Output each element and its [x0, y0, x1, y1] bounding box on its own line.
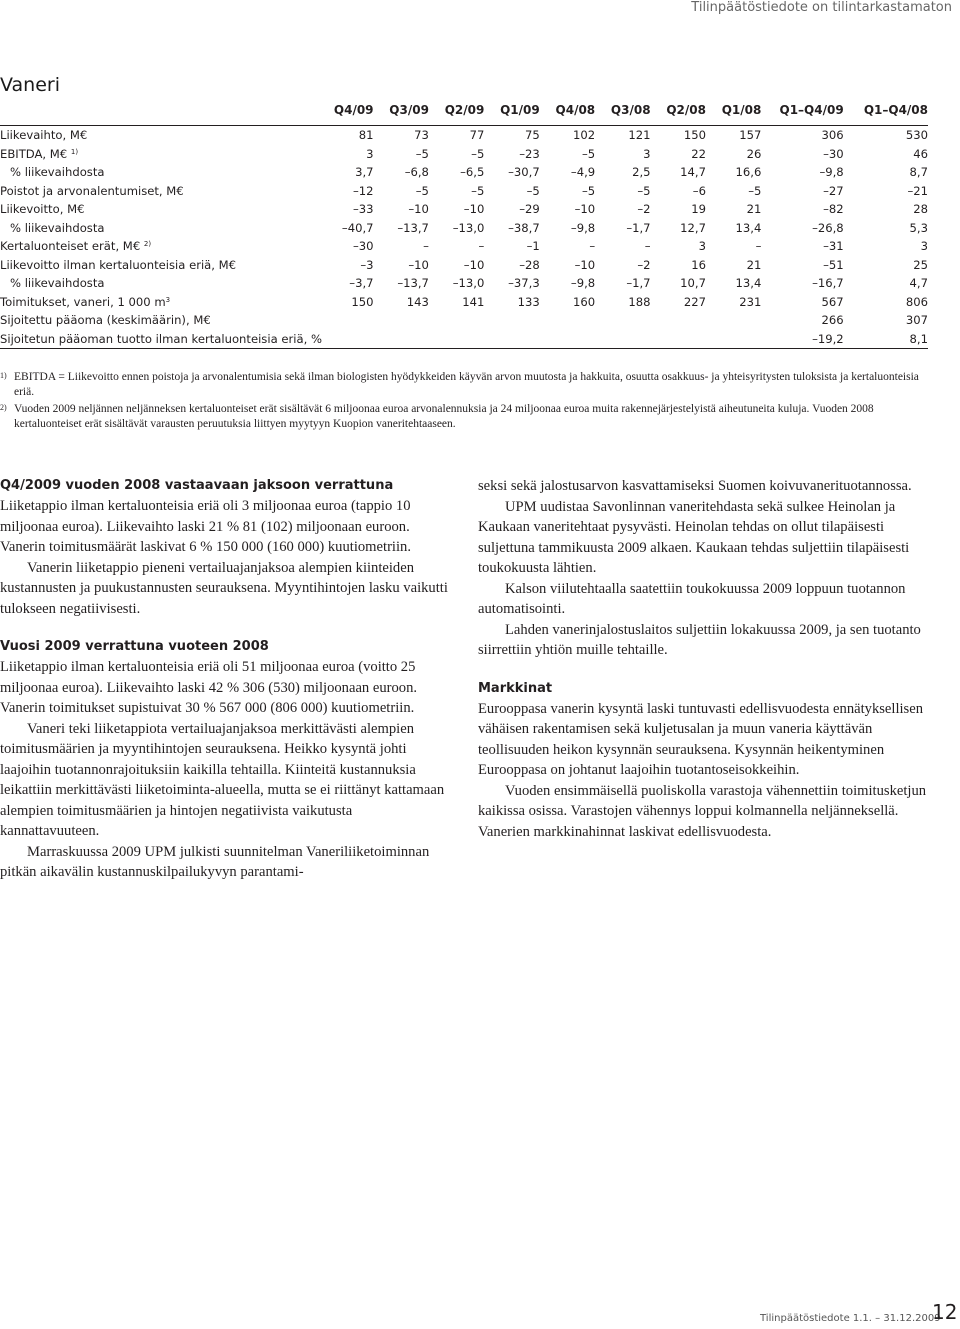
column-header: Q1/09 [484, 97, 539, 126]
row-label-text: Sijoitettu pääoma (keskimäärin), M€ [0, 313, 211, 328]
column-header: Q1–Q4/09 [761, 97, 843, 126]
table-cell: 13,4 [735, 276, 762, 291]
row-label-text: Kertaluonteiset erät, M€ [0, 239, 141, 254]
table-cell: –38,7 [508, 220, 540, 235]
column-header: Q3/08 [595, 97, 650, 126]
table-cell: 3,7 [355, 165, 374, 180]
section-title: Vaneri [0, 74, 60, 96]
left-text-column [0, 476, 455, 883]
table-cell: –4,9 [570, 165, 596, 180]
table-cell: –6 [692, 183, 706, 198]
table-cell: – [644, 239, 651, 254]
table-cell: –51 [823, 257, 844, 272]
table-cell: 73 [414, 128, 429, 143]
row-label [0, 182, 322, 201]
table-cell: –9,8 [570, 276, 596, 291]
subheading: Vuosi 2009 verrattuna vuoteen 2008 [0, 639, 269, 654]
table-header-blank [0, 97, 322, 126]
paragraph: Kalson viilutehtaalla saatettiin toukokuussa 2009 loppuun tuotannon automatisointi. [478, 580, 906, 617]
table-cell: 306 [821, 128, 844, 143]
table-cell: 157 [739, 128, 762, 143]
table-cell: –5 [748, 183, 762, 198]
table-cell: –10 [408, 202, 429, 217]
column-header: Q2/08 [651, 97, 706, 126]
table-cell: 143 [406, 294, 429, 309]
page-number: 12 [932, 1300, 958, 1324]
financial-table [0, 97, 928, 349]
table-cell: 231 [739, 294, 762, 309]
table-cell: – [423, 239, 429, 254]
row-label [0, 237, 322, 256]
table-cell [374, 311, 429, 330]
subheading: Q4/2009 vuoden 2008 vastaavaan jaksoon verrattuna [0, 478, 394, 493]
table-cell: 75 [524, 128, 540, 143]
column-header: Q2/09 [429, 97, 484, 126]
table-cell: –5 [415, 183, 429, 198]
subheading: Markkinat [478, 680, 553, 696]
table-row [0, 237, 928, 256]
table-cell: –3 [360, 257, 374, 272]
table-cell [706, 330, 761, 349]
row-label-text: Liikevaihto, M€ [0, 128, 88, 143]
paragraph: Liiketappio ilman kertaluonteisia eriä oli 51 miljoonaa euroa (voitto 25 miljoonaa euroa). Liikevaihto laski 42 % 306 (530) miljoonaan euroon. Vanerin toimitukset supistuivat 30 % 567 000 (806 000) kuutiometriin. [0, 659, 418, 716]
table-cell [651, 311, 706, 330]
table-row [0, 293, 928, 312]
table-cell: –1 [526, 239, 540, 254]
row-label [0, 330, 322, 349]
table-cell: 150 [683, 128, 706, 143]
row-label-text: Toimitukset, vaneri, 1 000 m [0, 294, 166, 309]
row-label-text: Poistot ja arvonalentumiset, M€ [0, 183, 184, 198]
footnote [0, 370, 930, 400]
row-label-superscript: 3 [165, 295, 171, 304]
table-cell: 227 [683, 294, 706, 309]
table-cell: –26,8 [812, 220, 844, 235]
table-cell: –13,0 [452, 220, 485, 235]
table-cell: 21 [746, 257, 762, 272]
table-cell: – [478, 239, 485, 254]
table-cell [322, 311, 374, 330]
table-cell: 14,7 [680, 165, 706, 180]
row-label-text: Liikevoitto ilman kertaluonteisia eriä, M€ [0, 257, 237, 272]
row-label-superscript: 1) [70, 147, 79, 156]
footnote [0, 402, 930, 432]
table-header-row [0, 97, 928, 126]
table-cell: –10 [408, 257, 429, 272]
table-cell: –40,7 [341, 220, 374, 235]
table-cell [322, 330, 374, 349]
table-cell: 8,1 [844, 330, 928, 349]
table-cell [484, 311, 539, 330]
table-cell [595, 311, 650, 330]
table-cell: –9,8 [570, 220, 596, 235]
table-cell: –2 [637, 257, 651, 272]
spacer [478, 661, 933, 679]
row-label-text: % liikevaihdosta [10, 276, 105, 291]
paragraph: Vuoden ensimmäisellä puoliskolla varastoja vähennettiin toimitusketjun kaikissa osissa. Varastojen vähennys loppui kolmannella neljänneksellä. Vanerien markkinahinnat laskivat edellisvuodesta. [478, 782, 927, 840]
table-cell: 102 [573, 128, 596, 143]
footnote-text: EBITDA = Liikevoitto ennen poistoja ja arvonalentumisia sekä ilman biologisten hyödykkeiden käyvän arvon muutosta ja hakkuita, osuutta osakkuus- ja yhteisyritysten tuloksista ja kertaluonteisia eriä. [14, 371, 919, 398]
table-cell: –28 [519, 257, 540, 272]
table-row [0, 219, 928, 238]
table-cell: 266 [821, 313, 844, 328]
page-header-title: Tilinpäätöstiedote on tilintarkastamaton [691, 0, 952, 15]
row-label [0, 311, 322, 330]
table-row [0, 311, 928, 330]
table-cell: 16 [691, 257, 706, 272]
table-cell: 21 [746, 202, 762, 217]
paragraph: Vaneri teki liiketappiota vertailuajanjaksoa merkittävästi alempien toimitusmäärien ja myyntihintojen seurauksena. Heikko kysyntä johti laajoihin tuotannonrajoituksiin kaikilla tehtailla. Kiinteitä kustannuksia leikattiin merkittävästi liiketoiminta-alueella, mutta se ei riittänyt kattamaan alempien toimitusmäärien ja hintojen negatiivista vaikutusta kannattavuuteen. [0, 720, 445, 839]
row-label [0, 293, 322, 312]
table-cell: 150 [351, 294, 374, 309]
table-cell: 12,7 [680, 220, 706, 235]
paragraph: seksi sekä jalostusarvon kasvattamiseksi Suomen koivuvanerituotannossa. [478, 478, 912, 494]
table-cell: –13,7 [397, 276, 429, 291]
row-label [0, 219, 322, 238]
table-cell: –12 [352, 183, 374, 198]
row-label-text: Liikevoitto, M€ [0, 202, 85, 217]
table-cell: –5 [415, 146, 429, 161]
paragraph: Eurooppasa vanerin kysyntä laski tuntuvasti edellisvuodesta ennätyksellisen vähäisen rakentamisen sekä kuljetusalan ja muun vaneria käyttävän teollisuuden heikon kysynnän seurauksena. Kysynnän heikentyminen Eurooppasa on johtanut laajoihin tuotantoseisokkeihin. [478, 700, 924, 778]
table-cell: –3,7 [349, 276, 374, 291]
table-cell: –16,7 [812, 276, 844, 291]
table-row [0, 126, 928, 145]
column-header: Q3/09 [374, 97, 429, 126]
table-cell: 46 [913, 146, 928, 161]
table-cell: –13,7 [397, 220, 429, 235]
table-cell: –6,5 [460, 165, 485, 180]
table-cell: 133 [517, 294, 540, 309]
footnote-text: Vuoden 2009 neljännen neljänneksen kertaluonteiset erät sisältävät 6 miljoonaa euroa arvonalennuksia ja 24 miljoonaa euroa muita rakennejärjestelyistä aiheutuneita kuluja. Vuoden 2008 kertaluonteiset erät sisältävät varausten peruutuksia liittyen myytyyn Kuopion vaneritehtaaseen. [14, 403, 874, 430]
column-header: Q4/08 [540, 97, 595, 126]
table-row [0, 163, 928, 182]
footer-title: Tilinpäätöstiedote 1.1. – 31.12.2009 [760, 1313, 941, 1324]
table-cell: –30 [352, 239, 374, 254]
table-cell: 188 [628, 294, 651, 309]
table-cell: 2,5 [632, 165, 651, 180]
table-cell: 10,7 [680, 276, 706, 291]
paragraph: Liiketappio ilman kertaluonteisia eriä oli 3 miljoonaa euroa (tappio 10 miljoonaa euroa). Liikevaihto laski 21 % 81 (102) miljoonaan euroon. Vanerin toimitusmäärät laskivat 6 % 150 000 (160 000) kuutiometriin. [0, 498, 411, 555]
table-cell: –10 [463, 202, 485, 217]
row-label [0, 145, 322, 164]
table-cell: –5 [471, 183, 485, 198]
table-cell: 160 [573, 294, 596, 309]
table-cell: –1,7 [626, 276, 651, 291]
table-cell: 8,7 [909, 165, 928, 180]
table-cell [429, 330, 484, 349]
table-cell [540, 311, 595, 330]
row-label-text: Sijoitetun pääoman tuotto ilman kertaluonteisia eriä, % [0, 331, 322, 346]
paragraph: Lahden vanerinjalostuslaitos suljettiin lokakuussa 2009, ja sen tuotanto siirrettiin yhtiön muille tehtaille. [478, 621, 921, 658]
table-row [0, 200, 928, 219]
column-header: Q1/08 [706, 97, 761, 126]
row-label-text: % liikevaihdosta [10, 220, 105, 235]
table-cell: –5 [637, 183, 651, 198]
footnote-marker: 1) [0, 371, 7, 380]
table-cell: –6,8 [404, 165, 429, 180]
table-cell: 25 [913, 257, 928, 272]
table-cell: 567 [821, 294, 844, 309]
table-body [0, 126, 928, 349]
table-row [0, 256, 928, 275]
table-cell: 77 [469, 128, 485, 143]
table-cell: –30 [823, 146, 844, 161]
table-cell: 13,4 [735, 220, 762, 235]
table-cell: –31 [823, 239, 844, 254]
table-cell: –5 [526, 183, 540, 198]
table-cell: –19,2 [761, 330, 843, 349]
table-cell: –5 [581, 146, 596, 161]
table-cell: 22 [691, 146, 706, 161]
table-cell: –2 [637, 202, 651, 217]
table-cell: 28 [913, 202, 928, 217]
column-header: Q4/09 [322, 97, 374, 126]
footnotes [0, 370, 930, 434]
table-cell: –82 [823, 202, 844, 217]
table-cell: 530 [905, 128, 928, 143]
table-cell: 3 [643, 146, 651, 161]
table-row [0, 145, 928, 164]
table-cell [706, 311, 761, 330]
table-cell [540, 330, 595, 349]
right-text-column [478, 476, 933, 842]
table-cell [429, 311, 484, 330]
table-cell: 121 [628, 128, 651, 143]
table-cell: –1,7 [626, 220, 651, 235]
footnote-marker: 2) [0, 403, 7, 412]
table-cell: 5,3 [909, 220, 928, 235]
table-cell [374, 330, 429, 349]
table-cell: 307 [905, 313, 928, 328]
spacer [0, 619, 455, 637]
table-cell: 3 [698, 239, 706, 254]
table-cell: –33 [352, 202, 374, 217]
row-label [0, 126, 322, 145]
table-cell: –21 [907, 183, 928, 198]
table-cell: 26 [746, 146, 762, 161]
column-header: Q1–Q4/08 [844, 97, 928, 126]
table-cell: –10 [463, 257, 485, 272]
table-cell: – [755, 239, 762, 254]
paragraph: Marraskuussa 2009 UPM julkisti suunnitelman Vaneriliiketoiminnan pitkän aikavälin kustannuskilpailukyvyn parantami- [0, 843, 430, 880]
table-cell: 141 [462, 294, 485, 309]
table-cell [595, 330, 650, 349]
table-cell: –5 [471, 146, 485, 161]
paragraph: Vanerin liiketappio pieneni vertailuajanjaksoa alempien kiinteiden kustannusten ja puukustannusten seurauksena. Myyntihintojen lasku vaikutti tulokseen negatiivisesti. [0, 559, 448, 617]
table-cell: 81 [358, 128, 374, 143]
table-cell: –30,7 [508, 165, 540, 180]
row-label [0, 163, 322, 182]
table-cell: –10 [574, 202, 596, 217]
table-cell [484, 330, 539, 349]
table-cell: –27 [823, 183, 844, 198]
table-cell: 16,6 [735, 165, 762, 180]
table-cell: –9,8 [819, 165, 844, 180]
table-cell: –13,0 [452, 276, 485, 291]
row-label [0, 200, 322, 219]
row-label-text: EBITDA, M€ [0, 146, 68, 161]
table-cell: –10 [574, 257, 596, 272]
table-cell: 806 [905, 294, 928, 309]
table-cell: – [589, 239, 596, 254]
table-cell: 4,7 [909, 276, 928, 291]
table-row [0, 182, 928, 201]
row-label [0, 256, 322, 275]
table-cell: –23 [519, 146, 540, 161]
table-row [0, 274, 928, 293]
row-label-superscript: 2) [143, 240, 152, 249]
row-label-text: % liikevaihdosta [10, 165, 105, 180]
paragraph: UPM uudistaa Savonlinnan vaneritehdasta sekä sulkee Heinolan ja Kaukaan vaneritehtaat pysyvästi. Heinolan tehdas on ollut tilapäisesti suljettuna tammikuusta 2009 alkaen. Kaukaan tehdas suljettiin tilapäisesti toukokuusta lähtien. [478, 498, 910, 576]
table-cell [651, 330, 706, 349]
table-cell: –29 [519, 202, 540, 217]
table-cell: 3 [366, 146, 374, 161]
table-cell: 19 [691, 202, 706, 217]
row-label [0, 274, 322, 293]
table-cell: 3 [920, 239, 928, 254]
table-row [0, 330, 928, 349]
table-cell: –5 [581, 183, 596, 198]
table-cell: –37,3 [508, 276, 540, 291]
